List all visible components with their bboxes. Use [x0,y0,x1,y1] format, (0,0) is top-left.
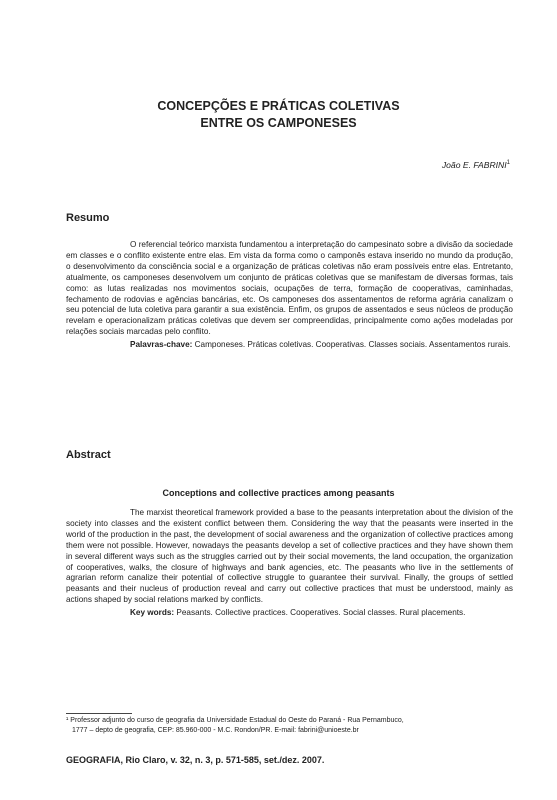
title-line-2: ENTRE OS CAMPONESES [200,116,357,130]
resumo-keywords [66,340,513,351]
journal-citation: GEOGRAFIA, Rio Claro, v. 32, n. 3, p. 571-585, set./dez. 2007. [66,755,325,765]
title-line-1: CONCEPÇÕES E PRÁTICAS COLETIVAS [157,99,400,113]
footnote [66,716,513,736]
abstract-heading: Abstract [66,449,111,461]
article-title [0,98,557,132]
resumo-body [66,240,513,351]
abstract-body [66,508,513,619]
author-name: João E. FABRINI [441,160,507,170]
resumo-paragraph: O referencial teórico marxista fundamentou a interpretação do campesinato sobre a divisão da sociedade em classes e o conflito existente entre elas. Em vista da forma como o camponês estava inserido no mundo da produção, o desenvolvimento da consciência social e a organização de práticas coletivas não eram possíveis entre elas. Entretanto, atualmente, os camponeses desenvolvem um conjunto de práticas coletivas que se manifestam de diversas formas, tais como: as lutas realizadas nos movimentos sociais, ocupações de terra, formação de cooperativas, caminhadas, fechamento de rodovias e agências bancárias, etc. Os camponeses dos assentamentos de reforma agrária canalizam o seu potencial de luta coletiva para garantir a sua existência. Enfim, os grupos de assentados e seus núcleos de produção revelam e operacionalizam práticas coletivas que devem ser compreendidas, principalmente como ações modeladas por relações sociais marcadas pelo conflito. [66,240,513,337]
abstract-paragraph: The marxist theoretical framework provided a base to the peasants interpretation about the division of the society into classes and the existent conflict between them. Considering the way that the peasants were inserted in the world of the production in the past, the development of social awareness and the organization of collective practices among them were not possible. However, nowadays the peasants develop a set of collective practices and they have shown them in several different ways such as the struggles carried out by their social movements, the land occupation, the organization of cooperatives, walks, the closure of highways and bank agencies, etc. The peasants who live in the settlements of agrarian reform canalize their potential of collective struggle to guarantee their survival. Finally, the groups of settled peasants and their nucleus of production reveal and carry out collective practices that must be understood, mainly as actions shaped by social relations marked by conflicts. [66,508,513,605]
footnote-line-1: ¹ Professor adjunto do curso de geografia da Universidade Estadual do Oeste do Paraná - Rua Pernambuco, [66,717,404,724]
resumo-heading: Resumo [66,212,110,224]
footnote-line-2: 1777 – depto de geografia, CEP: 85.960-000 - M.C. Rondon/PR. E-mail: fabrini@unioeste.br [72,727,359,734]
abstract-subtitle: Conceptions and collective practices among peasants [162,488,395,498]
resumo-keywords-label: Palavras-chave: [130,340,193,350]
abstract-keywords [66,608,513,619]
author-footnote-mark: 1 [506,160,510,167]
abstract-keywords-label: Key words: [130,608,175,618]
author-line [442,160,510,170]
resumo-keywords-text: Camponeses. Práticas coletivas. Cooperativas. Classes sociais. Assentamentos rurais. [194,340,511,350]
footnote-divider [66,713,132,714]
abstract-keywords-text: Peasants. Collective practices. Cooperatives. Social classes. Rural placements. [176,608,466,618]
